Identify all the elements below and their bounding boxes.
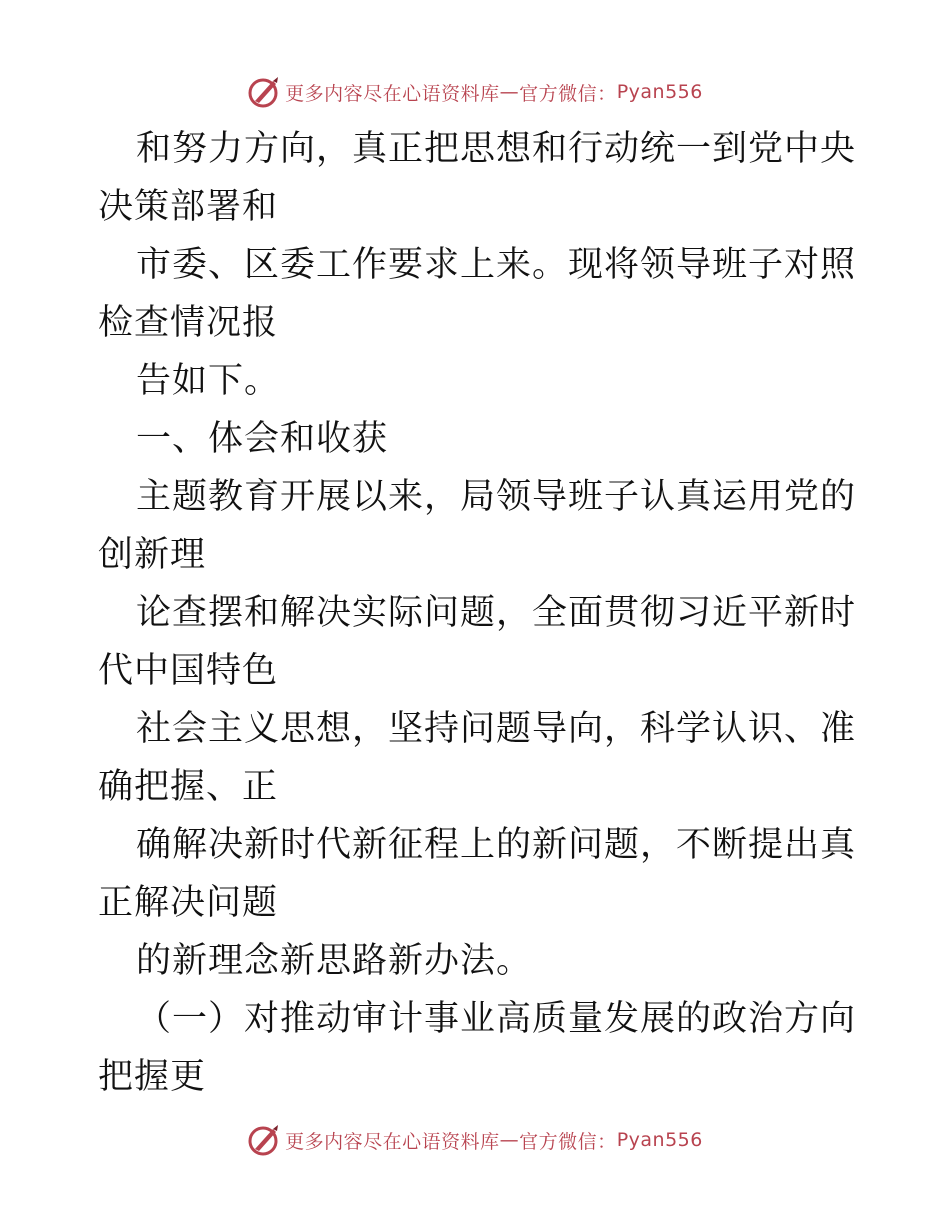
paragraph-5: 论查摆和解决实际问题，全面贯彻习近平新时代中国特色 xyxy=(98,593,857,691)
header-watermark-banner xyxy=(0,72,950,112)
paragraph-1: 和努力方向，真正把思想和行动统一到党中央决策部署和 xyxy=(98,129,857,227)
paragraph-2: 市委、区委工作要求上来。现将领导班子对照检查情况报 xyxy=(98,245,857,343)
paragraph-3: 告如下。 xyxy=(136,361,281,401)
banner-wechat-label: 官方微信： xyxy=(519,1130,617,1153)
banner-dash: — xyxy=(499,1129,520,1151)
paragraph-7: 确解决新时代新征程上的新问题，不断提出真正解决问题 xyxy=(98,825,857,923)
quill-logo-icon xyxy=(247,1123,281,1157)
quill-logo-icon xyxy=(247,75,281,109)
footer-watermark-banner xyxy=(0,1120,950,1160)
section-heading-1: 一、体会和收获 xyxy=(136,419,389,459)
paragraph-4: 主题教育开展以来，局领导班子认真运用党的创新理 xyxy=(98,477,857,575)
banner-wechat-id: Pyan556 xyxy=(616,1129,703,1151)
subsection-heading-1: （一）对推动审计事业高质量发展的政治方向把握更 xyxy=(98,999,857,1097)
paragraph-8: 的新理念新思路新办法。 xyxy=(136,941,533,981)
banner-wechat-id: Pyan556 xyxy=(616,81,703,103)
paragraph-6: 社会主义思想，坚持问题导向，科学认识、准确把握、正 xyxy=(98,709,857,807)
banner-main-text: 更多内容尽在心语资料库 xyxy=(285,1130,500,1153)
banner-wechat-label: 官方微信： xyxy=(519,82,617,105)
banner-main-text: 更多内容尽在心语资料库 xyxy=(285,82,500,105)
document-body xyxy=(98,120,858,1106)
banner-dash: — xyxy=(499,81,520,103)
